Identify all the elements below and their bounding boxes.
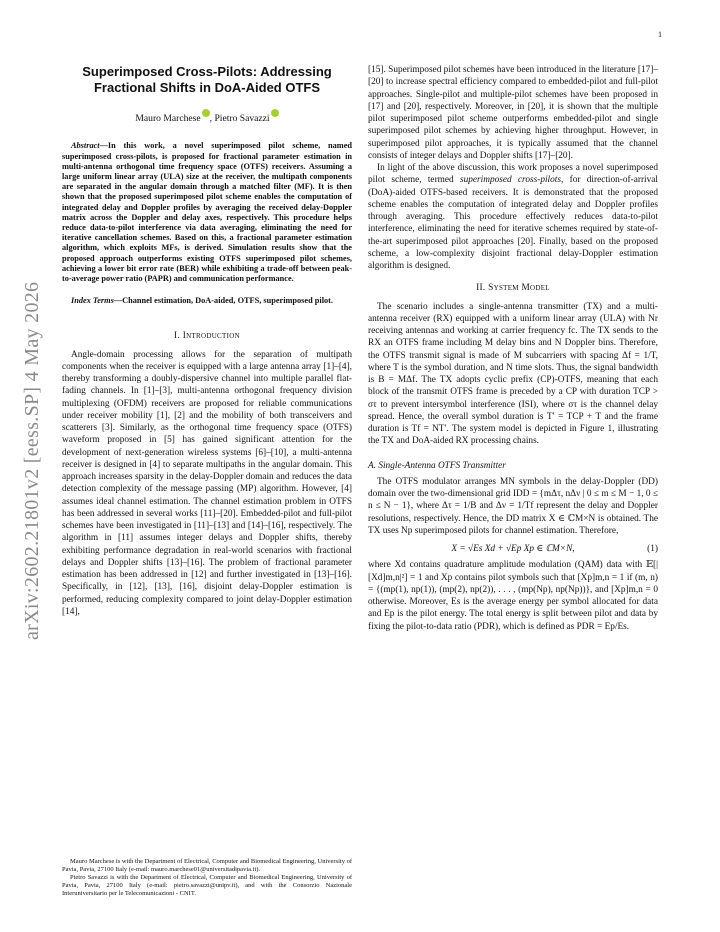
abstract-label: Abstract: [71, 141, 100, 151]
body-paragraph: The OTFS modulator arranges MN symbols in the delay-Doppler (DD) domain over the two-dimensional grid IDD = {mΔτ, nΔν | 0 ≤ m ≤ M − 1, 0 ≤ n ≤ N − 1}, where Δτ = 1/B and Δν = 1/Tf represent the delay and Doppler resolutions, respectively. Hence, the DD matrix X ∈ ℂM×N is obtained. The TX uses Np superimposed pilots for channel estimation. Therefore,: [368, 476, 658, 536]
paper-title: Superimposed Cross-Pilots: Addressing Fractional Shifts in DoA-Aided OTFS: [82, 64, 332, 95]
author-footnotes: [62, 858, 352, 898]
index-terms: [62, 296, 352, 306]
author-separator: ,: [209, 113, 215, 125]
author-name: Mauro Marchese: [135, 113, 201, 125]
right-column: [368, 64, 658, 633]
index-terms-text: —Channel estimation, DoA-aided, OTFS, superimposed pilot.: [113, 296, 333, 306]
equation-number: (1): [647, 544, 658, 554]
orcid-icon[interactable]: [202, 109, 210, 117]
body-paragraph: Angle-domain processing allows for the separation of multipath components when the receiver is equipped with a large antenna array [1]–[4], thereby transforming a doubly-dispersive channel into multiple parallel flat-fading channels. In [1]–[3], multi-antenna orthogonal frequency division multiplexing (OFDM) receivers are proposed for reliable communications under receiver mobility [1], [2] and the mobility of both transceivers and scatterers [3]. Similarly, as the orthogonal time frequency space (OTFS) waveform proposed in [5] has gained significant attention for the development of next-generation wireless systems [6]–[10], a multi-antenna receiver is designed in [4] to separate multipaths in the angular domain. This approach increases sparsity in the delay-Doppler domain and reduces the data detection complexity of the message passing (MP) algorithm. However, [4] assumes ideal channel estimation. The channel estimation problem in OTFS has been addressed in several works [11]–[20]. Embedded-pilot and full-pilot schemes have been investigated in [11]–[13] and [14]–[16], respectively. The algorithm in [11] assumes integer delays and Doppler shifts, thereby exhibiting performance degradation in real-world scenarios with fractional delays and Doppler shifts [13]–[16]. The problem of fractional parameter estimation has been addressed in [12] and further investigated in [13]–[16]. Specifically, in [12], [13], [16], disjoint delay-Doppler estimation is performed, reducing complexity compared to joint delay-Doppler estimation [14],: [62, 349, 352, 617]
page-number: 1: [658, 30, 662, 39]
abstract: [62, 141, 352, 284]
index-terms-label: Index Terms: [71, 296, 114, 306]
equation: [368, 543, 658, 555]
author-name: Pietro Savazzi: [214, 113, 270, 125]
section-heading-introduction: I. Introduction: [174, 331, 240, 342]
left-column: [62, 64, 352, 618]
paragraph-text: , for direction-of-arrival (DoA)-aided OTFS-based receivers. It is demonstrated that the proposed scheme enables the computation of integrated delay and Doppler profiles through averaging. This procedure effectively reduces data-to-pilot interference, eliminating the need for iterative schemes required by state-of-the-art superimposed pilot approaches [20]. Finally, based on the proposed scheme, a low-complexity disjoint fractional delay-Doppler estimation algorithm is designed.: [368, 175, 658, 271]
body-paragraph: The scenario includes a single-antenna transmitter (TX) and a multi-antenna receiver (RX) equipped with a uniform linear array (ULA) with Nr receiving antennas and working at carrier frequency fc. The TX sends to the RX an OTFS frame including M delay bins and N Doppler bins. Therefore, the OTFS transmit signal is made of M subcarriers with spacing Δf = 1/T, where T is the symbol duration, and N time slots. Thus, the signal bandwidth is B = MΔf. The TX adopts cyclic prefix (CP)-OTFS, meaning that each block of the transmit OTFS frame is preceded by a CP with duration TCP > στ to prevent intersymbol interference (ISI), where στ is the channel delay spread. Hence, the overall symbol duration is T′ = TCP + T and the frame duration is Tf = NT′. The system model is depicted in Figure 1, illustrating the TX and DoA-aided RX processing chains.: [368, 301, 658, 447]
paragraph-text: In light of the above discussion, this work proposes a novel superimposed pilot scheme, termed: [368, 163, 658, 186]
body-paragraph: [15]. Superimposed pilot schemes have been introduced in the literature [17]–[20] to increase spectral efficiency compared to embedded-pilot and full-pilot approaches. Single-pilot and multiple-pilot schemes have been proposed in [17] and [20], respectively. Moreover, in [20], it is shown that the multiple pilot superimposed pilot scheme outperforms embedded-pilot and single superimposed pilot schemes by achieving higher throughput. However, in superimposed pilot approaches, it is typically assumed that the channel consists of integer delays and Doppler shifts [17]–[20].: [368, 65, 658, 161]
footnote: Pietro Savazzi is with the Department of Electrical, Computer and Biomedical Engineering, University of Pavia, Pavia, 27100 Italy (e-mail: pietro.savazzi@unipv.it), and with the Consorzio Nazionale Interuniversitario per le Telecomunicazioni - CNIT.: [62, 873, 352, 897]
orcid-icon[interactable]: [271, 109, 279, 117]
arxiv-identifier-stamp: arXiv:2602.21801v2 [eess.SP] 4 May 2026: [21, 281, 43, 640]
emphasized-term: superimposed cross-pilots: [459, 175, 561, 186]
equation-body: X = √Es Xd + √Ep Xp ∈ ℂM×N,: [451, 544, 575, 554]
body-paragraph: where Xd contains quadrature amplitude modulation (QAM) data with 𝔼[|[Xd]m,n|²] = 1 and Xp contains pilot symbols such that [Xp]m,n = 1 if (m, n) = {(mp(1), np(1)), (mp(2), np(2)), . . . , (mp(Np), np(Np))}, and [Xp]m,n = 0 otherwise. Moreover, Es is the average energy per symbol allocated for data and Ep is the pilot energy. The total energy is split between pilot and data by fixing the pilot-to-data ratio (PDR), which is defined as PDR = Ep/Es.: [368, 560, 658, 632]
body-paragraph: [368, 162, 658, 272]
author-list: [62, 109, 352, 125]
footnote: Mauro Marchese is with the Department of Electrical, Computer and Biomedical Engineering, University of Pavia, Pavia, 27100 Italy (e-mail: mauro.marchese01@universitadipavia.it).: [62, 858, 352, 873]
abstract-text: —In this work, a novel superimposed pilot scheme, named superimposed cross-pilots, is proposed for fractional parameter estimation in multi-antenna orthogonal time frequency space (OTFS) receivers. Assuming a large uniform linear array (ULA) size at the receiver, the multipath components are separated in the angular domain through a matched filter (MF). It is then shown that the proposed superimposed pilot scheme enables the computation of integrated delay and Doppler profiles by averaging the received delay-Doppler matrix across the Doppler and delay axes, respectively. This procedure helps reduce data-to-pilot interference via data averaging, eliminating the need for iterative cancellation schemes. Based on this, a fractional parameter estimation algorithm, which exploits MFs, is derived. Simulation results show that the proposed approach outperforms existing OTFS superimposed pilot schemes, achieving a lower bit error rate (BER) while exhibiting a trade-off between peak-to-average power ratio (PAPR) and communication performance.: [62, 141, 352, 284]
subsection-heading: A. Single-Antenna OTFS Transmitter: [368, 460, 506, 471]
section-heading-system-model: II. System Model: [476, 283, 550, 294]
